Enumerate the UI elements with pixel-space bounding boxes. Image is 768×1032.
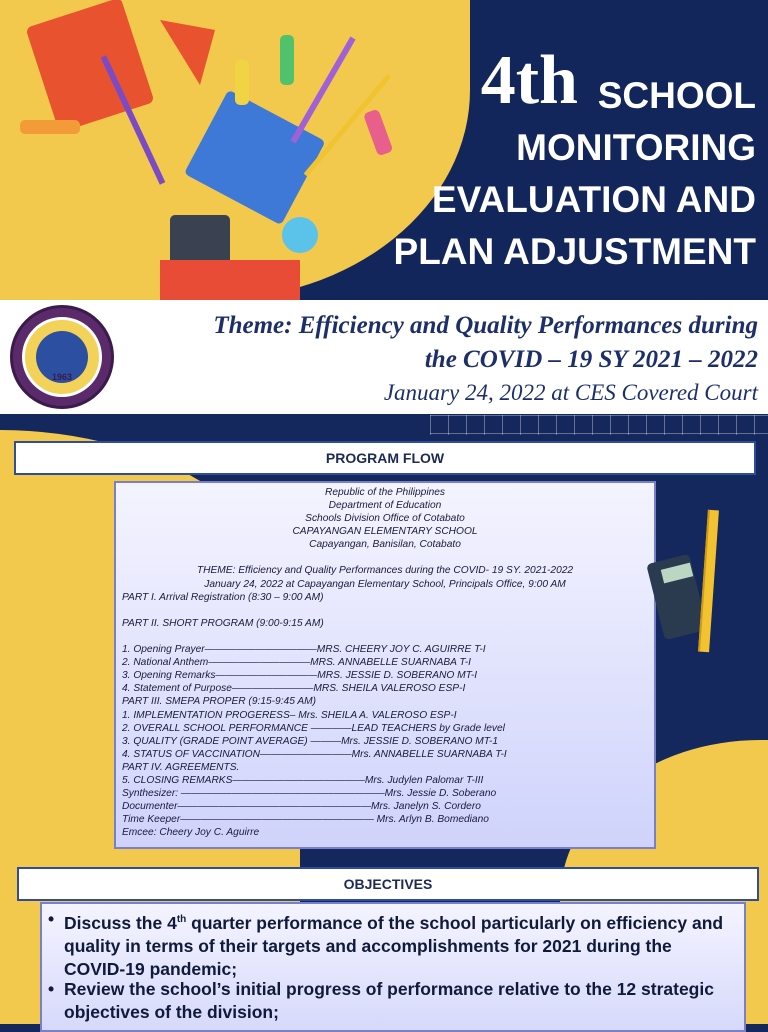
doc-header-line: Republic of the Philippines [324,487,446,498]
title-line-3: EVALUATION AND [431,179,756,220]
program-line: 1. Opening Prayer———————————MRS. CHEERY JOY C. AGUIRRE T-I [122,644,486,656]
objective-text: quarter performance of the school particularly on efficiency and quality in terms of their targets and accomplishments for 2021 during the COVID-19 pandemic; [64,912,724,979]
event-date: January 24, 2022 at CES Covered Court [383,380,758,405]
title-line-4: PLAN ADJUSTMENT [393,231,756,272]
doc-header-line: Department of Education [328,500,442,512]
program-line: PART II. SHORT PROGRAM (9:00-9:15 AM) [122,617,324,629]
pencil-icon [698,510,719,652]
decorative-grid [430,415,768,435]
program-line: 5. CLOSING REMARKS—————————————Mrs. Judylen Palomar T-III [122,774,484,786]
doc-header-line: Schools Division Office of Cotabato [305,513,465,525]
program-line: 4. Statement of Purpose————————MRS. SHEILA VALEROSO ESP-I [122,683,466,695]
program-line: PART IV. AGREEMENTS. [122,761,240,773]
bullet-icon: • [48,979,55,999]
program-line: 3. Opening Remarks——————————MRS. JESSIE D. SOBERANO MT-I [122,670,478,682]
theme-line-1: Theme: Efficiency and Quality Performances during [213,312,758,339]
objective-item [48,908,734,981]
objectives-banner: OBJECTIVES [17,867,759,901]
program-line: Synthesizer: ————————————————————Mrs. Jessie D. Soberano [122,788,497,800]
title-line-2: MONITORING [516,127,756,168]
objective-item [48,978,734,1024]
program-line: Emcee: Cheery Joy C. Aguirre [122,827,260,839]
program-line: 3. QUALITY (GRADE POINT AVERAGE) ———Mrs. JESSIE D. SOBERANO MT-1 [122,735,499,747]
doc-date-line: January 24, 2022 at Capayangan Elementary School, Principals Office, 9:00 AM [204,578,566,590]
school-supplies-illustration [0,0,440,300]
school-seal-year: 1963 [51,372,73,382]
doc-theme-line: THEME: Efficiency and Quality Performances during the COVID- 19 SY. 2021-2022 [196,565,574,577]
program-line: 1. IMPLEMENTATION PROGERESS– Mrs. SHEILA A. VALEROSO ESP-I [122,709,457,721]
program-line: PART I. Arrival Registration (8:30 – 9:00 AM) [122,591,324,603]
theme-line-2: the COVID – 19 SY 2021 – 2022 [424,346,758,373]
program-line [116,630,654,643]
program-line: Documenter———————————————————Mrs. Janelyn S. Cordero [122,801,481,813]
objective-text: Discuss the 4 [64,912,177,933]
bullet-icon: • [48,909,55,929]
program-flow-banner: PROGRAM FLOW [14,441,756,475]
objectives-list [40,902,746,1032]
title-ordinal: 4th [480,42,578,119]
doc-header-line: CAPAYANGAN ELEMENTARY SCHOOL [292,526,478,538]
program-line: 2. OVERALL SCHOOL PERFORMANCE ————LEAD TEACHERS by Grade level [122,722,505,734]
objective-text: Review the school’s initial progress of performance relative to the 12 strategic objectives of the division; [64,979,714,1022]
title-line-1: SCHOOL [597,75,756,116]
program-line: 2. National Anthem——————————MRS. ANNABELLE SUARNABA T-I [122,657,471,669]
objective-superscript: th [176,914,187,925]
program-line [116,604,654,617]
program-line: PART III. SMEPA PROPER (9:15-9:45 AM) [122,696,316,708]
program-flow-document [114,481,656,849]
program-line: Time Keeper——————————————————— Mrs. Arlyn B. Bomediano [122,814,489,826]
program-line: 4. STATUS OF VACCINATION—————————Mrs. ANNABELLE SUARNABA T-I [122,748,507,760]
doc-header-line: Capayangan, Banisilan, Cotabato [309,539,461,551]
